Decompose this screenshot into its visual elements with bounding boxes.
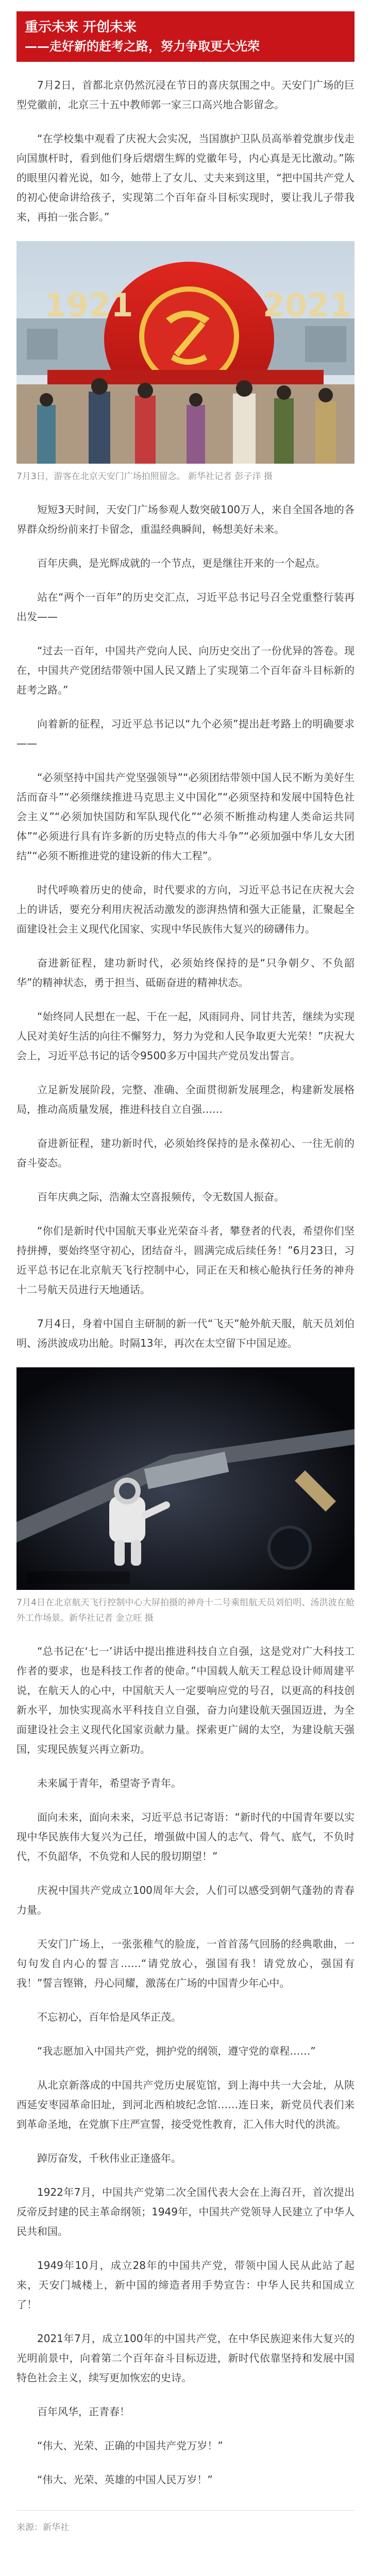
- paragraph: 庆祝中国共产党成立100周年大会，人们可以感受到朝气蓬勃的青春力量。: [16, 1884, 355, 1916]
- space-photo: [16, 1367, 355, 1590]
- paragraph: 奋进新征程，建功新时代，必须始终保持的是永葆初心、一往无前的奋斗姿态。: [16, 1137, 355, 1169]
- paragraph: 奋进新征程，建功新时代，必须始终保持的是“只争朝夕、不负韶华”的精神状态，勇于担当、砥砺奋进的精神状态。: [16, 957, 355, 989]
- paragraph: “过去一百年，中国共产党向人民、向历史交出了一份优异的答卷。现在，中国共产党团结带领中国人民又踏上了实现第二个百年奋斗目标新的赶考之路。”: [16, 645, 355, 696]
- paragraph: “我志愿加入中国共产党，拥护党的纲领，遵守党的章程……”: [37, 2045, 316, 2057]
- paragraph: 短短3天时间，天安门广场参观人数突破100万人，来自全国各地的各界群众纷纷前来打卡留念，重温经典瞬间，畅想美好未来。: [16, 503, 355, 535]
- tiananmen-photo: [16, 241, 355, 464]
- paragraph: 未来属于青年，希望寄予青年。: [37, 1777, 181, 1789]
- year-1921: 1921: [44, 286, 133, 324]
- title-line-2: ——走好新的赶考之路，努力争取更大光荣: [25, 39, 260, 54]
- source-credit: 来源：新华社: [16, 2522, 69, 2533]
- space-photo-illustration: [16, 1367, 355, 1590]
- footer: [16, 2510, 355, 2533]
- paragraph: 面向未来，面向未来，习近平总书记寄语：“新时代的中国青年要以实现中华民族伟大复兴为己任，增强做中国人的志气、骨气、底气，不负时代，不负韶华，不负党和人民的殷切期望！”: [16, 1811, 355, 1862]
- paragraph: 百年风华，正青春！: [37, 2405, 130, 2418]
- photo-caption: 7月4日在北京航天飞行控制中心大屏拍摄的神舟十二号乘组航天员刘伯明、汤洪波在舱外工作场景。新华社记者 金立旺 摄: [16, 1598, 355, 1623]
- photo-caption: 7月3日，游客在北京天安门广场拍照留念。 新华社记者 彭子洋 摄: [16, 471, 273, 482]
- paragraph: 向着新的征程，习近平总书记以“九个必须”提出赶考路上的明确要求——: [16, 718, 355, 750]
- paragraph: 天安门广场上，一张张稚气的脸庞，一首首荡气回肠的经典歌曲，一句句发自内心的誓言……“请党放心，强国有我！请党放心，强国有我！”誓言铿锵，丹心同耀，激荡在广场的中国青少年心中。: [16, 1938, 355, 1989]
- paragraph: 站在“两个一百年”的历史交汇点，习近平总书记号召全党重整行装再出发——: [16, 591, 355, 623]
- paragraph: 不忘初心，百年恰是风华正茂。: [37, 2011, 181, 2023]
- paragraph: 百年庆典，是光辉成就的一个节点，更是继往开来的一个起点。: [37, 557, 326, 569]
- tiananmen-photo-illustration: [16, 241, 355, 464]
- paragraph: 时代呼唤着历史的使命，时代要求的方向，习近平总书记在庆祝大会上的讲话，要充分利用庆祝活动激发的澎湃热情和强大正能量，汇聚起全面建设社会主义现代化国家、实现中华民族伟大复兴的磅礴伟力。: [16, 884, 355, 935]
- title-line-1: 重示未来 开创未来: [25, 20, 137, 35]
- paragraph: “伟大、光荣、英雄的中国人民万岁！”: [37, 2473, 213, 2486]
- paragraph: “始终同人民想在一起、干在一起，风雨同舟、同甘共苦，继续为实现人民对美好生活的向往不懈努力，努力为党和人民争取更大光荣！”庆祝大会上，习近平总书记的话令9500多万中国共产党员发出誓言。: [16, 1010, 355, 1062]
- paragraph: “总书记在‘七一’讲话中提出推进科技自立自强，这是党对广大科技工作者的要求，也是科技工作者的使命。”中国载人航天工程总设计师周建平说，在航天人的心中，中国航天人一定要响应党的号召，以更高的科技创新水平，加快实现高水平科技自立自强，奋力向建设航天强国迈进，为全面建设社会主义现代化国家贡献力量。探索更广阔的太空，为建设航天强国，实现民族复兴再立新功。: [16, 1645, 355, 1755]
- year-2021: 2021: [263, 286, 352, 324]
- paragraph: 7月4日，身着中国自主研制的新一代“飞天”舱外航天服，航天员刘伯明、汤洪波成功出舱。时隔13年，再次在太空留下中国足迹。: [16, 1317, 355, 1349]
- paragraph: “伟大、光荣、正确的中国共产党万岁！”: [37, 2439, 223, 2452]
- paragraph: 2021年7月，成立100年的中国共产党，在中华民族迎来伟大复兴的光明前景中，向着第二个百年奋斗目标迈进，新时代依靠坚持和发展中国特色社会主义，续写更加恢宏的史诗。: [16, 2332, 355, 2384]
- paragraph: “在学校集中观看了庆祝大会实况，当国旗护卫队员高举着党旗步伐走向国旗杆时，看到他们身后熠熠生辉的党徽年号，内心真是无比激动。”陈的眼里闪着光说，如今，她带上了女儿、丈夫来到这里，“把中国共产党人的初心使命讲给孩子，实现第二个百年奋斗目标实现时，要让我儿子带我来，再拍一张合影。”: [16, 132, 355, 223]
- paragraph: 7月2日，首都北京仍然沉浸在节日的喜庆氛围之中。天安门广场的巨型党徽前，北京三十五中教师郭一家三口高兴地合影留念。: [16, 79, 355, 111]
- paragraph: 百年庆典之际，浩瀚太空喜报频传，令无数国人振奋。: [37, 1191, 284, 1203]
- paragraph: 踔厉奋发，千秋伟业正逢盛年。: [37, 2152, 181, 2164]
- paragraph: “你们是新时代中国航天事业光荣奋斗者，攀登者的代表，希望你们坚持拼搏，要始终坚守初心，团结奋斗，圆满完成后续任务！”6月23日，习近平总书记在北京航天飞行控制中心，同正在天和核心舱执行任务的神舟十二号航天员进行天地通话。: [16, 1225, 355, 1296]
- paragraph: 1949年10月，成立28年的中国共产党，带领中国人民从此站了起来，天安门城楼上，新中国的缔造者用手势宣告：中华人民共和国成立了！: [16, 2259, 355, 2311]
- paragraph: 立足新发展阶段，完整、准确、全面贯彻新发展理念，构建新发展格局，推动高质量发展，推进科技自立自强……: [16, 1083, 355, 1115]
- paragraph: 从北京新落成的中国共产党历史展览馆，到上海中共一大会址，从陕西延安枣园革命旧址，到河北西柏坡纪念馆……连日来，新党员代表们来到革命圣地，在党旗下庄严宣誓，接受党性教育，汇入伟大时代的洪流。: [16, 2079, 355, 2130]
- title-banner: [16, 11, 355, 62]
- paragraph: 1922年7月，中国共产党第二次全国代表大会在上海召开，首次提出反帝反封建的民主革命纲领；1949年，中国共产党领导人民建立了中华人民共和国。: [16, 2186, 355, 2238]
- paragraph: “必须坚持中国共产党坚强领导”“必须团结带领中国人民不断为美好生活而奋斗”“必须继续推进马克思主义中国化”“必须坚持和发展中国特色社会主义”“必须加快国防和军队现代化”“必须不断推动构建人类命运共同体”“必须进行具有许多新的历史特点的伟大斗争”“必须加强中华儿女大团结”“必须不断推进党的建设新的伟大工程”。: [16, 771, 355, 862]
